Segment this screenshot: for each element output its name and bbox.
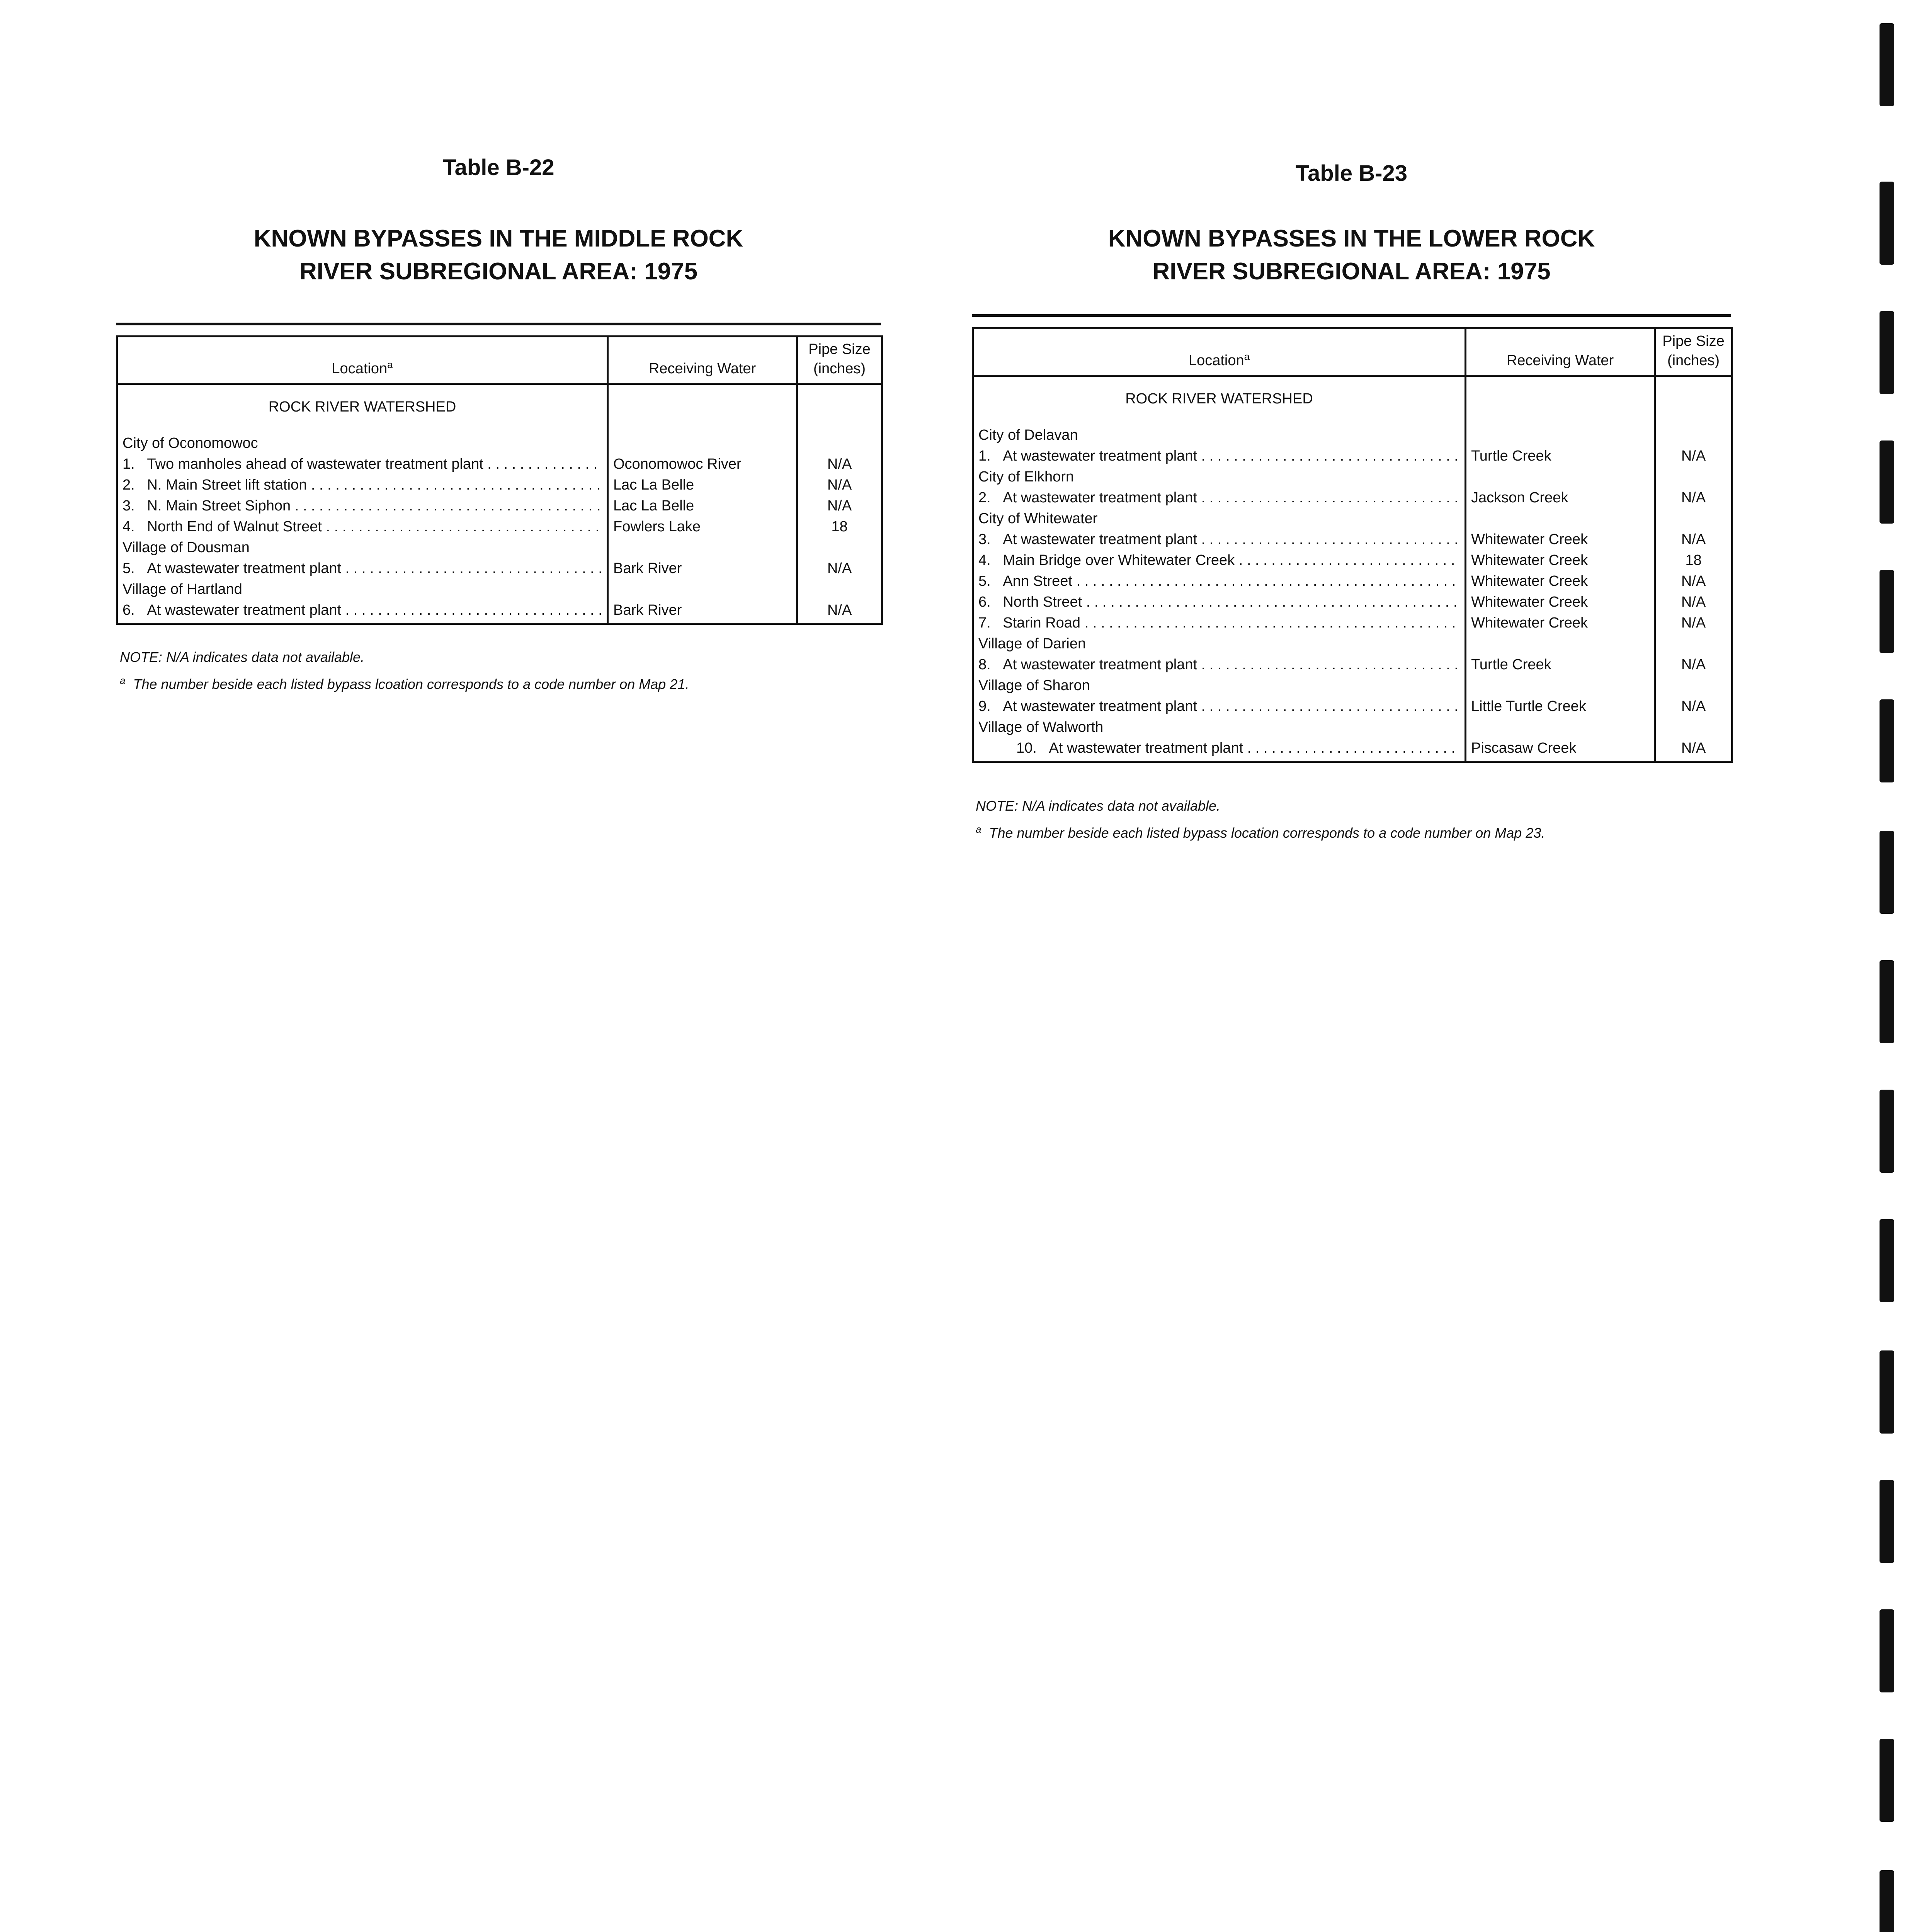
bypass-location: 3. N. Main Street Siphon . . . bbox=[117, 495, 608, 516]
table-row bbox=[117, 516, 882, 537]
table-footnote: $^a$ The number beside each listed bypass location corresponds to a code number on Map 23. bbox=[976, 823, 1545, 841]
table-row bbox=[117, 433, 882, 454]
binding-hole bbox=[1880, 1219, 1894, 1302]
receiving-water: Piscasaw Creek bbox=[1466, 738, 1655, 762]
table-row bbox=[973, 654, 1732, 675]
receiving-water: Bark River bbox=[608, 558, 797, 579]
pipe-size: N/A bbox=[797, 454, 882, 474]
table-row bbox=[117, 384, 882, 418]
pipe-size: N/A bbox=[797, 558, 882, 579]
pipe-size: N/A bbox=[1655, 529, 1732, 550]
bypass-table bbox=[116, 335, 883, 625]
table-b23-block bbox=[972, 153, 1731, 867]
table-row bbox=[117, 495, 882, 516]
table-row bbox=[973, 425, 1732, 446]
table-row bbox=[973, 529, 1732, 550]
bypass-location: 4. North End of Walnut Street . . . bbox=[117, 516, 608, 537]
receiving-water: Bark River bbox=[608, 600, 797, 624]
pipe-size: 18 bbox=[797, 516, 882, 537]
municipality-heading: City of Elkhorn bbox=[973, 466, 1466, 487]
bypass-location: 1. Two manholes ahead of wastewater treatment plant . . . bbox=[117, 454, 608, 474]
column-header-receiving-water: Receiving Water bbox=[1466, 328, 1655, 376]
binding-holes bbox=[1871, 0, 1917, 1932]
bypass-location: 6. At wastewater treatment plant . . . bbox=[117, 600, 608, 624]
bypass-table bbox=[972, 327, 1733, 763]
receiving-water: Fowlers Lake bbox=[608, 516, 797, 537]
table-row bbox=[117, 600, 882, 624]
bypass-location: 10. At wastewater treatment plant . . . bbox=[973, 738, 1466, 762]
title-rule bbox=[972, 314, 1731, 317]
bypass-location: 4. Main Bridge over Whitewater Creek . . . bbox=[973, 550, 1466, 571]
pipe-size: N/A bbox=[1655, 654, 1732, 675]
table-number: Table B-22 bbox=[442, 155, 555, 180]
bypass-location: 5. Ann Street . . . bbox=[973, 571, 1466, 592]
table-row bbox=[973, 508, 1732, 529]
binding-hole bbox=[1880, 311, 1894, 394]
table-title-line1: KNOWN BYPASSES IN THE LOWER ROCK bbox=[1108, 225, 1595, 252]
column-header-pipe-size: Pipe Size (inches) bbox=[797, 337, 882, 384]
binding-hole bbox=[1880, 23, 1894, 106]
receiving-water: Lac La Belle bbox=[608, 474, 797, 495]
bypass-location: 2. N. Main Street lift station . . . bbox=[117, 474, 608, 495]
table-row bbox=[117, 558, 882, 579]
table-footnote: $^a$ The number beside each listed bypass lcoation corresponds to a code number on Map 21. bbox=[120, 675, 689, 692]
receiving-water: Turtle Creek bbox=[1466, 446, 1655, 466]
binding-hole bbox=[1880, 960, 1894, 1043]
pipe-size: N/A bbox=[1655, 487, 1732, 508]
watershed-heading: ROCK RIVER WATERSHED bbox=[973, 376, 1466, 410]
table-row bbox=[973, 675, 1732, 696]
bypass-location: 8. At wastewater treatment plant . . . bbox=[973, 654, 1466, 675]
table-row bbox=[973, 633, 1732, 654]
bypass-location: 6. North Street . . . bbox=[973, 592, 1466, 612]
binding-hole bbox=[1880, 1609, 1894, 1692]
table-row bbox=[973, 376, 1732, 410]
pipe-size: N/A bbox=[797, 600, 882, 624]
receiving-water: Lac La Belle bbox=[608, 495, 797, 516]
table-row bbox=[973, 571, 1732, 592]
pipe-size: N/A bbox=[1655, 446, 1732, 466]
binding-hole bbox=[1880, 1739, 1894, 1822]
table-number: Table B-23 bbox=[1295, 161, 1407, 186]
table-title-line2: RIVER SUBREGIONAL AREA: 1975 bbox=[299, 258, 698, 285]
table-row bbox=[973, 446, 1732, 466]
receiving-water: Jackson Creek bbox=[1466, 487, 1655, 508]
table-b22-block bbox=[116, 147, 881, 707]
table-row bbox=[973, 550, 1732, 571]
municipality-heading: Village of Sharon bbox=[973, 675, 1466, 696]
receiving-water: Whitewater Creek bbox=[1466, 529, 1655, 550]
receiving-water: Little Turtle Creek bbox=[1466, 696, 1655, 717]
pipe-size: N/A bbox=[1655, 696, 1732, 717]
pipe-size: N/A bbox=[1655, 571, 1732, 592]
column-header-pipe-size: Pipe Size (inches) bbox=[1655, 328, 1732, 376]
binding-hole bbox=[1880, 1350, 1894, 1434]
pipe-size: N/A bbox=[1655, 738, 1732, 762]
receiving-water: Turtle Creek bbox=[1466, 654, 1655, 675]
bypass-location: 5. At wastewater treatment plant . . . bbox=[117, 558, 608, 579]
receiving-water: Whitewater Creek bbox=[1466, 612, 1655, 633]
receiving-water: Whitewater Creek bbox=[1466, 571, 1655, 592]
municipality-heading: City of Delavan bbox=[973, 425, 1466, 446]
pipe-size: N/A bbox=[797, 474, 882, 495]
table-row bbox=[117, 454, 882, 474]
municipality-heading: Village of Hartland bbox=[117, 579, 608, 600]
table-row bbox=[117, 579, 882, 600]
table-row bbox=[973, 466, 1732, 487]
table-row bbox=[117, 537, 882, 558]
table-row bbox=[973, 487, 1732, 508]
column-header-receiving-water: Receiving Water bbox=[608, 337, 797, 384]
table-note: NOTE: N/A indicates data not available. bbox=[976, 798, 1220, 814]
municipality-heading: Village of Walworth bbox=[973, 717, 1466, 738]
municipality-heading: City of Whitewater bbox=[973, 508, 1466, 529]
municipality-heading: Village of Dousman bbox=[117, 537, 608, 558]
bypass-location: 1. At wastewater treatment plant . . . bbox=[973, 446, 1466, 466]
title-rule bbox=[116, 323, 881, 325]
municipality-heading: City of Oconomowoc bbox=[117, 433, 608, 454]
binding-hole bbox=[1880, 440, 1894, 524]
bypass-location: 2. At wastewater treatment plant . . . bbox=[973, 487, 1466, 508]
binding-hole bbox=[1880, 182, 1894, 265]
binding-hole bbox=[1880, 699, 1894, 782]
receiving-water: Oconomowoc River bbox=[608, 454, 797, 474]
column-header-location: Location$^a$ bbox=[117, 337, 608, 384]
table-title-line1: KNOWN BYPASSES IN THE MIDDLE ROCK bbox=[253, 225, 743, 252]
table-note: NOTE: N/A indicates data not available. bbox=[120, 649, 364, 665]
table-row bbox=[973, 696, 1732, 717]
pipe-size: N/A bbox=[1655, 612, 1732, 633]
bypass-location: 3. At wastewater treatment plant . . . bbox=[973, 529, 1466, 550]
binding-hole bbox=[1880, 1090, 1894, 1173]
watershed-heading: ROCK RIVER WATERSHED bbox=[117, 384, 608, 418]
binding-hole bbox=[1880, 1480, 1894, 1563]
table-header-row bbox=[117, 337, 882, 384]
table-row bbox=[973, 592, 1732, 612]
municipality-heading: Village of Darien bbox=[973, 633, 1466, 654]
binding-hole bbox=[1880, 570, 1894, 653]
bypass-location: 9. At wastewater treatment plant . . . bbox=[973, 696, 1466, 717]
table-row bbox=[973, 717, 1732, 738]
binding-hole bbox=[1880, 831, 1894, 914]
table-header-row bbox=[973, 328, 1732, 376]
pipe-size: N/A bbox=[797, 495, 882, 516]
table-row bbox=[973, 738, 1732, 762]
column-header-location: Location$^a$ bbox=[973, 328, 1466, 376]
receiving-water: Whitewater Creek bbox=[1466, 550, 1655, 571]
receiving-water: Whitewater Creek bbox=[1466, 592, 1655, 612]
table-title-line2: RIVER SUBREGIONAL AREA: 1975 bbox=[1152, 258, 1551, 285]
table-row bbox=[117, 474, 882, 495]
bypass-location: 7. Starin Road . . . bbox=[973, 612, 1466, 633]
binding-hole bbox=[1880, 1870, 1894, 1932]
pipe-size: 18 bbox=[1655, 550, 1732, 571]
pipe-size: N/A bbox=[1655, 592, 1732, 612]
table-row bbox=[973, 612, 1732, 633]
